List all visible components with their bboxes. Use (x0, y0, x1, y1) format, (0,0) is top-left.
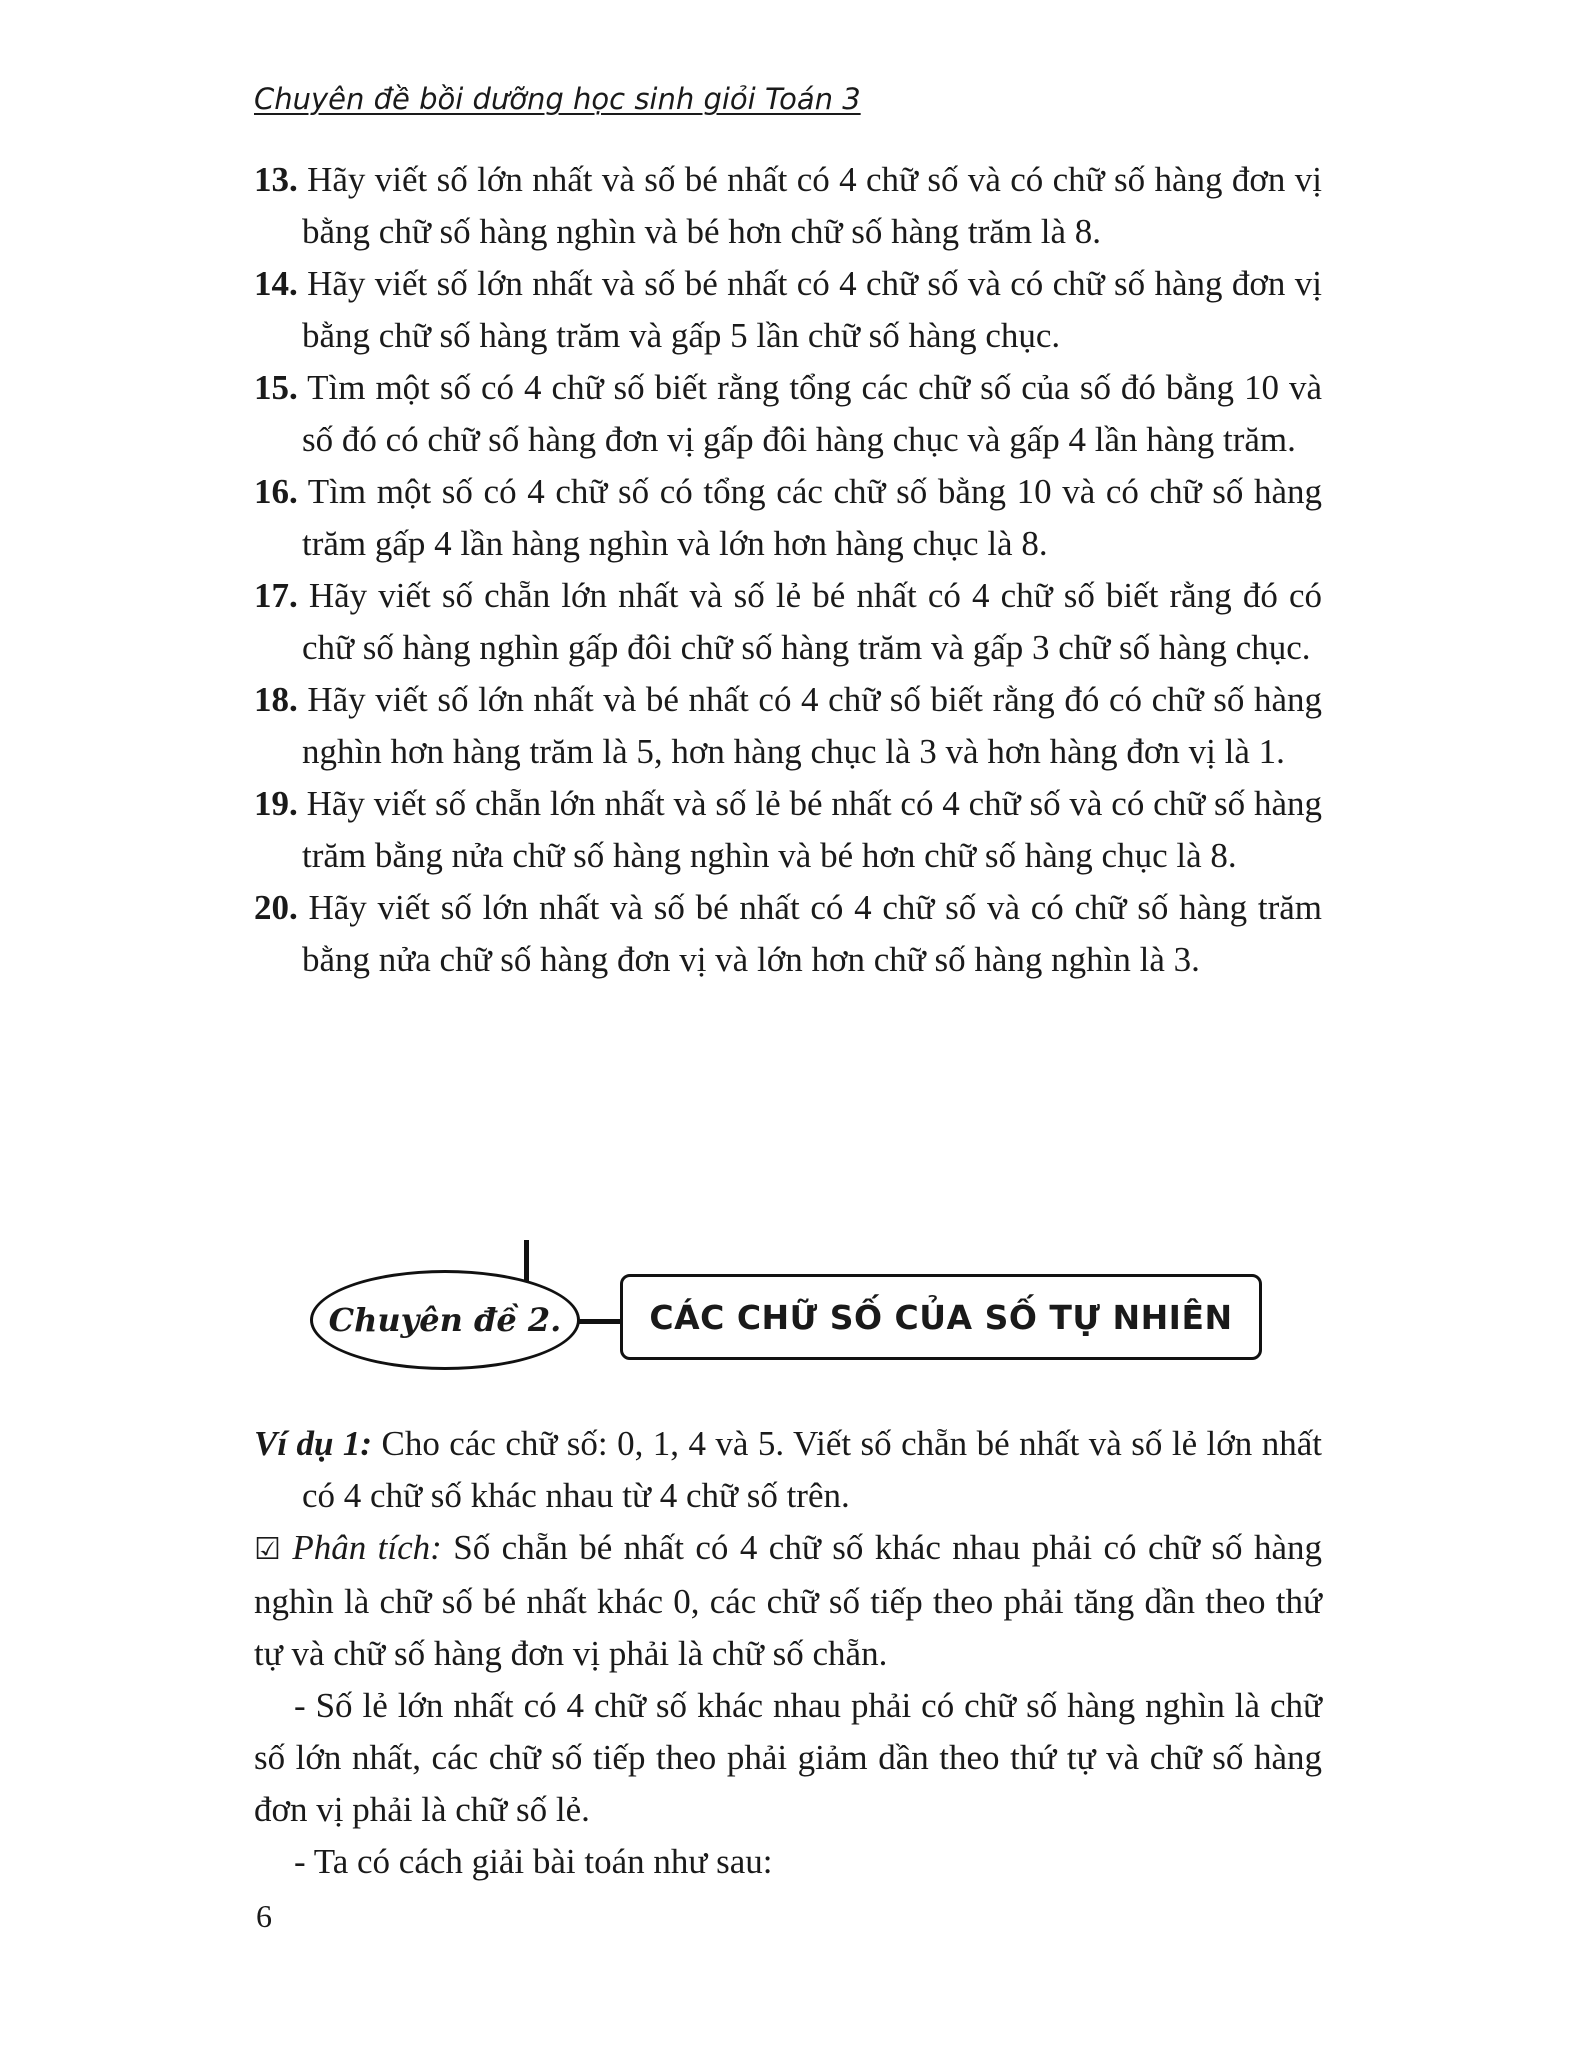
analysis-paragraph (254, 1522, 1322, 1680)
exercise-list (254, 154, 1322, 986)
exercise-text: Hãy viết số chẵn lớn nhất và số lẻ bé nhất có 4 chữ số biết rằng đó có chữ số hàng nghìn gấp đôi chữ số hàng trăm và gấp 3 chữ số hàng chục. (297, 576, 1322, 667)
exercise-number: 14. (254, 264, 298, 303)
exercise-13 (254, 154, 1322, 258)
page-number: 6 (256, 1898, 272, 1934)
exercise-text: Hãy viết số lớn nhất và số bé nhất có 4 chữ số và có chữ số hàng trăm bằng nửa chữ số hàng đơn vị và lớn hơn chữ số hàng nghìn là 3. (297, 888, 1322, 979)
exercise-number: 15. (254, 368, 298, 407)
exercise-number: 19. (254, 784, 298, 823)
exercise-text: Hãy viết số lớn nhất và số bé nhất có 4 chữ số và có chữ số hàng đơn vị bằng chữ số hàng trăm và gấp 5 lần chữ số hàng chục. (297, 264, 1322, 355)
chapter-label-oval: Chuyên đề 2. (310, 1270, 580, 1370)
chapter-heading (310, 1240, 1270, 1360)
chapter-title-box: CÁC CHỮ SỐ CỦA SỐ TỰ NHIÊN (620, 1274, 1262, 1360)
running-header: Chuyên đề bồi dưỡng học sinh giỏi Toán 3 (254, 82, 861, 116)
analysis-label: Phân tích: (292, 1528, 442, 1567)
exercise-number: 17. (254, 576, 298, 615)
exercise-number: 13. (254, 160, 298, 199)
exercise-20 (254, 882, 1322, 986)
exercise-number: 20. (254, 888, 298, 927)
exercise-15 (254, 362, 1322, 466)
analysis-point-odd: - Số lẻ lớn nhất có 4 chữ số khác nhau phải có chữ số hàng nghìn là chữ số lớn nhất, các chữ số tiếp theo phải giảm dần theo thứ tự và chữ số hàng đơn vị phải là chữ số lẻ. (254, 1686, 1322, 1829)
chapter-connector-line (578, 1319, 622, 1324)
example-section (254, 1418, 1322, 1888)
exercise-number: 16. (254, 472, 298, 511)
exercise-19 (254, 778, 1322, 882)
example-label: Ví dụ 1: (254, 1424, 373, 1463)
exercise-text: Hãy viết số lớn nhất và số bé nhất có 4 chữ số và có chữ số hàng đơn vị bằng chữ số hàng nghìn và bé hơn chữ số hàng trăm là 8. (297, 160, 1322, 251)
exercise-text: Hãy viết số lớn nhất và bé nhất có 4 chữ số biết rằng đó có chữ số hàng nghìn hơn hàng trăm là 5, hơn hàng chục là 3 và hơn hàng đơn vị là 1. (297, 680, 1322, 771)
exercise-16 (254, 466, 1322, 570)
example-statement (254, 1418, 1322, 1522)
exercise-14 (254, 258, 1322, 362)
example-text: Cho các chữ số: 0, 1, 4 và 5. Viết số chẵn bé nhất và số lẻ lớn nhất có 4 chữ số khác nhau từ 4 chữ số trên. (302, 1424, 1322, 1515)
exercise-17 (254, 570, 1322, 674)
analysis-text: Số chẵn bé nhất có 4 chữ số khác nhau phải có chữ số hàng nghìn là chữ số bé nhất khác 0, các chữ số tiếp theo phải tăng dần theo thứ tự và chữ số hàng đơn vị phải là chữ số chẵn. (254, 1528, 1323, 1673)
exercise-text: Tìm một số có 4 chữ số biết rằng tổng các chữ số của số đó bằng 10 và số đó có chữ số hàng đơn vị gấp đôi hàng chục và gấp 4 lần hàng trăm. (297, 368, 1322, 459)
chapter-tick-line (524, 1240, 529, 1282)
exercise-text: Hãy viết số chẵn lớn nhất và số lẻ bé nhất có 4 chữ số và có chữ số hàng trăm bằng nửa chữ số hàng nghìn và bé hơn chữ số hàng chục là 8. (297, 784, 1322, 875)
exercise-number: 18. (254, 680, 298, 719)
exercise-text: Tìm một số có 4 chữ số có tổng các chữ số bằng 10 và có chữ số hàng trăm gấp 4 lần hàng nghìn và lớn hơn hàng chục là 8. (297, 472, 1322, 563)
checkbox-checked-icon: ☑ (254, 1532, 281, 1567)
exercise-18 (254, 674, 1322, 778)
analysis-point-solution: - Ta có cách giải bài toán như sau: (294, 1842, 773, 1881)
